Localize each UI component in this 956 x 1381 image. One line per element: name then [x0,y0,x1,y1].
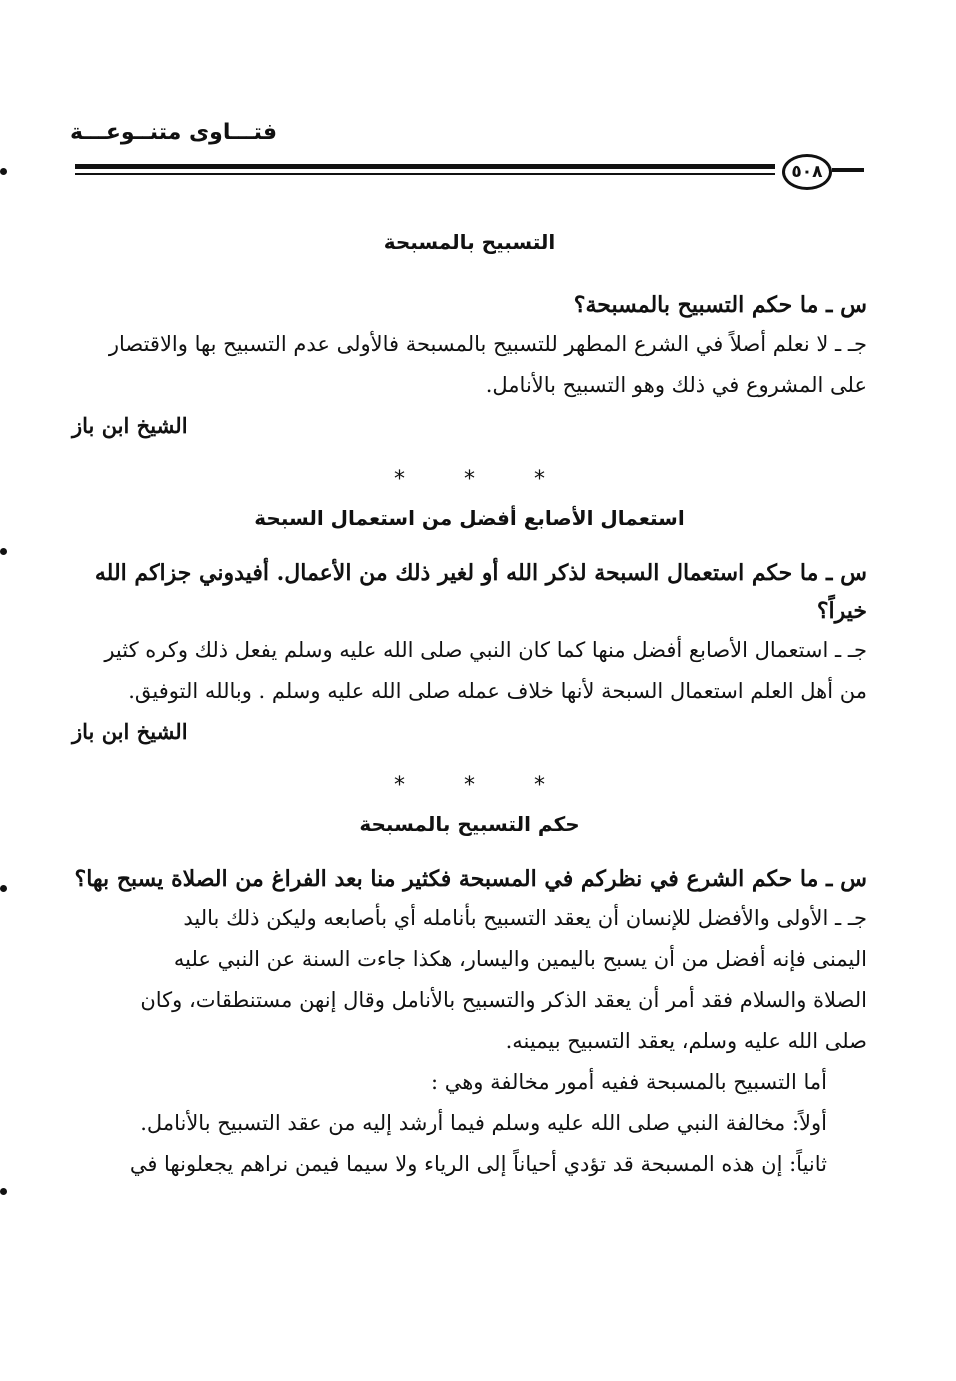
section-title: استعمال الأصابع أفضل من استعمال السبحة [254,506,685,530]
answer-line: أما التسبيح بالمسبحة ففيه أمور مخالفة وهي : [430,1070,827,1094]
page-number-ornament [832,168,864,172]
separator-stars: * * * [394,467,571,492]
scan-edge-dot [0,1188,7,1195]
question-line: خيراً؟ [816,598,867,624]
section-title: حكم التسبيح بالمسبحة [359,812,580,836]
header-rule-thin [75,173,775,175]
answer-line: على المشروع في ذلك وهو التسبيح بالأنامل. [485,373,867,397]
signature [72,712,867,752]
question-text: س ـ ما حكم الشرع في نظركم في المسبحة فكثير منا بعد الفراغ من الصلاة يسبح بها؟ [74,866,867,892]
scan-edge-dot [0,548,7,555]
header-rule-thick [75,164,775,169]
scan-edge-dot [0,885,7,892]
answer-line: جـ ـ الأولى والأفضل للإنسان أن يعقد التسبيح بأنامله أي بأصابعه وليكن ذلك باليد [183,906,867,930]
signature-text: الشيخ ابن باز [72,413,188,438]
page-body [72,222,867,1185]
separator-stars: * * * [394,773,571,798]
answer-line: جـ ـ استعمال الأصابع أفضل منها كما كان النبي صلى الله عليه وسلم يفعل ذلك وكره كثير [104,638,867,662]
question-text: س ـ ما حكم التسبيح بالمسبحة؟ [573,292,867,318]
signature [72,406,867,446]
answer-line: من أهل العلم استعمال السبحة لأنها خلاف عمله صلى الله عليه وسلم . وبالله التوفيق. [128,679,867,703]
scan-edge-dot [0,168,7,175]
answer-line: ثانياً: إن هذه المسبحة قد تؤدي أحياناً إلى الرياء ولا سيما فيمن نراهم يجعلونها في [129,1152,827,1176]
answer-line: اليمنى فإنه أفضل من أن يسبح باليمين واليسار، هكذا جاءت السنة عن النبي عليه [173,947,867,971]
signature-text: الشيخ ابن باز [72,719,188,744]
fatwa-section [72,222,867,446]
fatwa-section [72,804,867,1185]
running-title: فتـــاوى متنــوعـــة [70,120,278,145]
page-number: ٥٠٨ [782,154,832,190]
section-title: التسبيح بالمسبحة [383,230,556,254]
answer-line: الصلاة والسلام فقد أمر أن يعقد الذكر والتسبيح بالأنامل وقال إنهن مستنطقات، وكان [140,988,867,1012]
answer-line: جـ ـ لا نعلم أصلاً في الشرع المطهر للتسبيح بالمسبحة فالأولى عدم التسبيح بها والاقتصار [108,332,867,356]
question-line: س ـ ما حكم استعمال السبحة لذكر الله أو لغير ذلك من الأعمال. أفيدوني جزاكم الله [94,560,867,586]
fatwa-section [72,498,867,752]
answer-line: صلى الله عليه وسلم، يعقد التسبيح بيمينه. [505,1029,867,1053]
answer-line: أولاً: مخالفة النبي صلى الله عليه وسلم فيما أرشد إليه من عقد التسبيح بالأنامل. [140,1111,827,1135]
